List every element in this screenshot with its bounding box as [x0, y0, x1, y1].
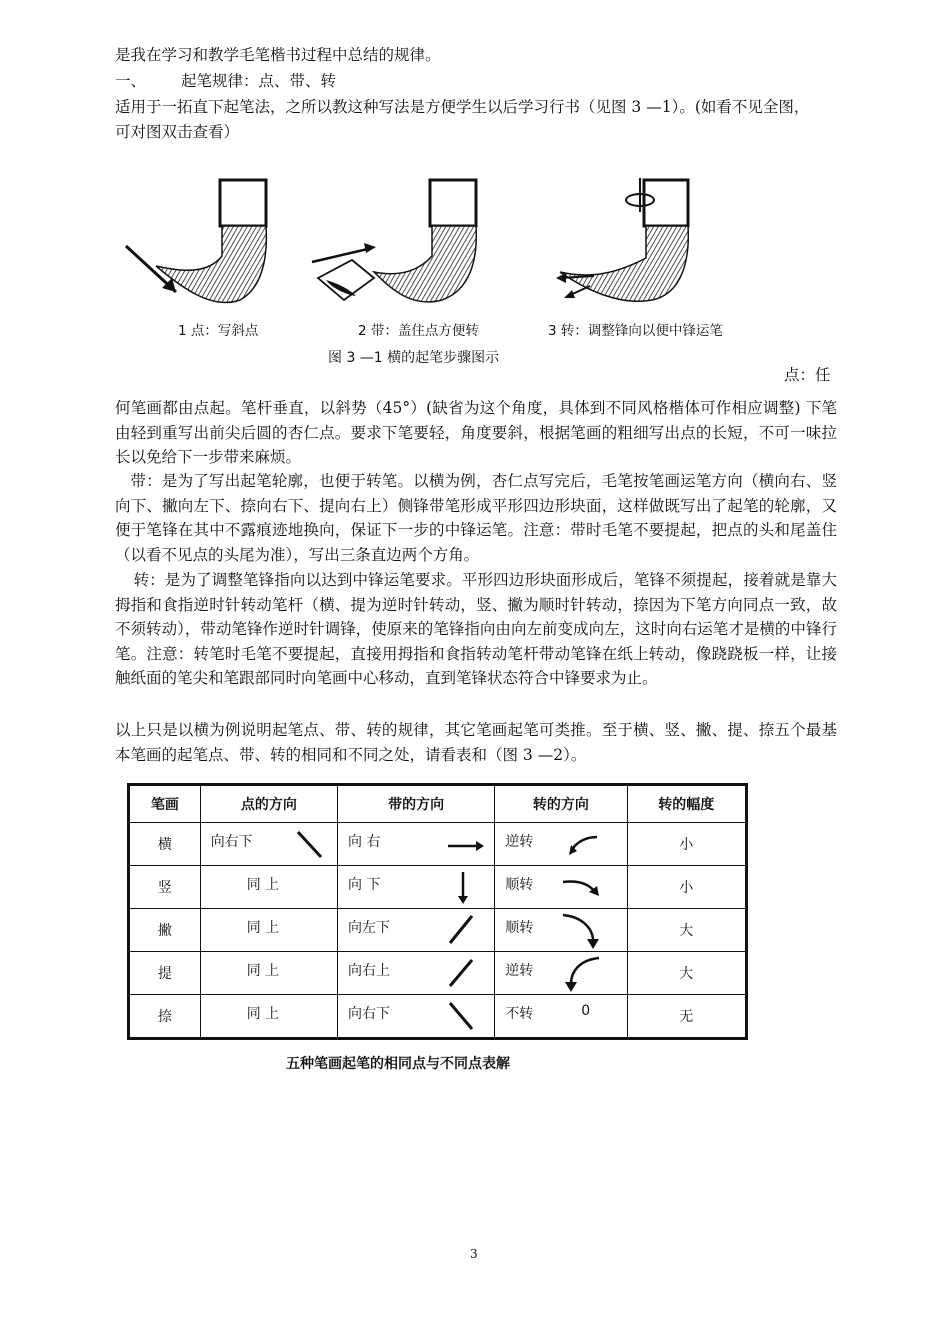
figure-title: 图 3 —1 横的起笔步骤图示	[328, 350, 500, 366]
figure-caption-1: 1 点：写斜点	[178, 323, 259, 339]
header-stroke: 笔画	[129, 785, 201, 823]
arrow-down-right-icon	[295, 829, 325, 861]
dai-direction: 向右上	[348, 963, 390, 979]
intro-line: 是我在学习和教学毛笔楷书过程中总结的规律。	[115, 46, 441, 64]
applies-text-line1: 适用于一拓直下起笔法，之所以教这种写法是方便学生以后学习行书（见图 3 —1）。(如看不见全图，	[115, 98, 810, 116]
clockwise-arrow-icon	[559, 874, 603, 900]
clockwise-large-arrow-icon	[559, 911, 605, 951]
zhuan-amplitude: 小	[679, 880, 694, 896]
table-caption: 五种笔画起笔的相同点与不同点表解	[286, 1056, 510, 1072]
counterclockwise-arrow-icon	[567, 831, 603, 857]
stroke-name: 竖	[157, 880, 172, 896]
stroke-comparison-table	[127, 783, 748, 1040]
zhuan-amplitude: 大	[679, 923, 694, 939]
dai-paragraph: 带：是为了写出起笔轮廓，也便于转笔。以横为例，杏仁点写完后，毛笔按笔画运笔方向（横向右、竖向下、撇向左下、捺向右下、提向右上）侧锋带笔形成平形四边形块面，这样做既写出了起笔的轮廓，又便于笔锋在其中不露痕迹地换向，保证下一步的中锋运笔。注意：带时毛笔不要提起，把点的头和尾盖住（以看不见点的头尾为准），写出三条直边两个方角。	[115, 472, 837, 564]
zhuan-direction: 逆转	[505, 963, 534, 979]
zhuan-direction: 不转	[505, 1006, 534, 1022]
arrow-right-icon	[446, 839, 486, 853]
arrow-up-right-icon	[446, 956, 476, 990]
brush-illustration-2	[312, 180, 476, 302]
dai-direction: 向右下	[348, 1006, 390, 1022]
header-dai-direction: 带的方向	[338, 785, 495, 823]
counterclockwise-large-arrow-icon	[559, 954, 605, 994]
applies-text-line2: 可对图双击查看）	[115, 123, 240, 141]
arrow-down-icon	[456, 870, 470, 906]
table-row	[129, 823, 747, 866]
dai-direction: 向 右	[348, 834, 381, 850]
table-row	[129, 909, 747, 952]
zhuan-direction: 顺转	[505, 877, 534, 893]
table-header-row	[129, 785, 747, 823]
summary-paragraph: 以上只是以横为例说明起笔点、带、转的规律，其它笔画起笔可类推。至于横、竖、撇、提、捺五个最基本笔画的起笔点、带、转的相同和不同之处，请看表和（图 3 —2）。	[115, 721, 837, 764]
dot-paragraph: 何笔画都由点起。笔杆垂直，以斜势（45°）(缺省为这个角度，具体到不同风格楷体可作相应调整) 下笔由轻到重写出前尖后圆的杏仁点。要求下笔要轻，角度要斜，根据笔画的粗细写出点的长短，不可一味拉长以免给下一步带来麻烦。	[115, 399, 837, 466]
table-row	[129, 952, 747, 995]
section-heading: 起笔规律：点、带、转	[181, 72, 337, 90]
zhuan-amplitude: 小	[679, 837, 694, 853]
zhuan-direction: 逆转	[505, 834, 534, 850]
page-number: 3	[470, 1247, 478, 1261]
arrow-down-right-icon	[446, 999, 476, 1033]
zhuan-mark: 0	[581, 1003, 591, 1019]
figure-caption-2: 2 带：盖住点方便转	[358, 323, 479, 339]
brush-illustration-1	[126, 180, 266, 302]
stroke-name: 横	[157, 837, 172, 853]
brush-illustration-3	[556, 178, 688, 301]
zhuan-amplitude: 大	[679, 966, 694, 982]
dai-direction: 向 下	[348, 877, 381, 893]
zhuan-amplitude: 无	[679, 1009, 694, 1025]
stroke-name: 捺	[157, 1009, 172, 1025]
dot-direction: 同 上	[246, 963, 280, 979]
dai-direction: 向左下	[348, 920, 390, 936]
stroke-name: 提	[157, 966, 172, 982]
header-zhuan-direction: 转的方向	[495, 785, 627, 823]
dot-direction: 向右下	[210, 834, 253, 850]
zhuan-paragraph: 转：是为了调整笔锋指向以达到中锋运笔要求。平形四边形块面形成后，笔锋不须提起，接着就是靠大拇指和食指逆时针转动笔杆（横、提为逆时针转动，竖、撇为顺时针转动，捺因为下笔方向同点一致，故不须转动），带动笔锋作逆时针调锋，使原来的笔锋指向由向左前变成向左，这时向右运笔才是横的中锋行笔。注意：转笔时毛笔不要提起，直接用拇指和食指转动笔杆带动笔锋在纸上转动，像跷跷板一样，让接触纸面的笔尖和笔跟部同时向笔画中心移动，直到笔锋状态符合中锋要求为止。	[115, 571, 837, 687]
brush-start-figure	[112, 148, 712, 378]
section-number: 一、	[115, 72, 147, 90]
table-row	[129, 995, 747, 1039]
header-zhuan-amplitude: 转的幅度	[627, 785, 746, 823]
arrow-down-left-icon	[446, 913, 476, 947]
figure-caption-3: 3 转：调整锋向以便中锋运笔	[548, 323, 723, 339]
dot-direction: 同 上	[246, 877, 280, 893]
stroke-name: 撇	[157, 923, 172, 939]
dot-direction: 同 上	[246, 1006, 280, 1022]
header-dot-direction: 点的方向	[200, 785, 337, 823]
dot-heading-fragment: 点：任	[784, 366, 831, 384]
table-row	[129, 866, 747, 909]
zhuan-direction: 顺转	[505, 920, 534, 936]
dot-direction: 同 上	[246, 920, 280, 936]
